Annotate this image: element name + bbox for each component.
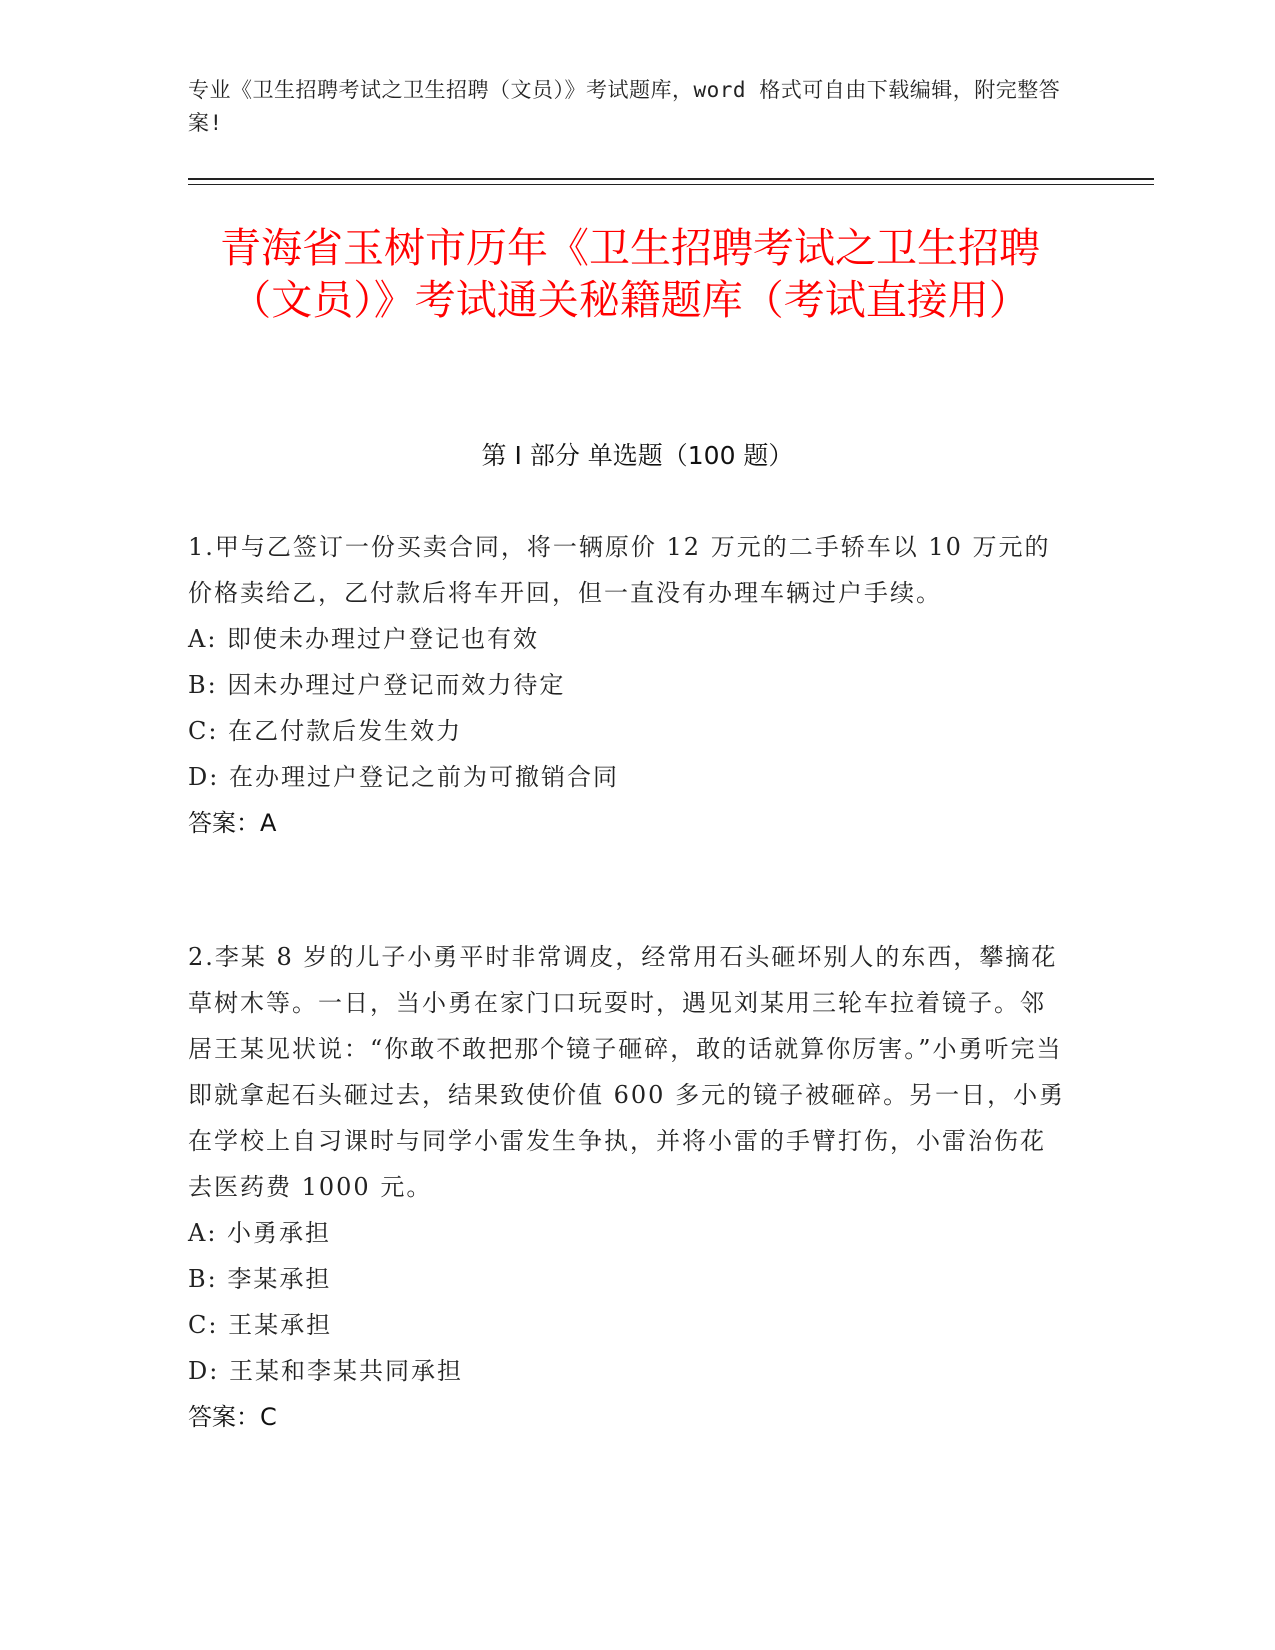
option-d: D: 在办理过户登记之前为可撤销合同	[188, 763, 619, 791]
option-c: C: 王某承担	[188, 1311, 333, 1339]
header-divider-thin	[188, 184, 1154, 185]
option-b: B: 李某承担	[188, 1265, 332, 1293]
option-d: D: 王某和李某共同承担	[188, 1357, 463, 1385]
question-item	[188, 524, 1068, 846]
page-title: 青海省玉树市历年《卫生招聘考试之卫生招聘（文员）》考试通关秘籍题库（考试直接用）	[220, 224, 1040, 324]
question-item	[188, 934, 1068, 1440]
answer-line: 答案：A	[188, 809, 277, 837]
option-b: B: 因未办理过户登记而效力待定	[188, 671, 566, 699]
question-stem: 1.甲与乙签订一份买卖合同，将一辆原价 12 万元的二手轿车以 10 万元的价格卖给乙，乙付款后将车开回，但一直没有办理车辆过户手续。	[188, 533, 1051, 607]
question-stem: 2.李某 8 岁的儿子小勇平时非常调皮，经常用石头砸坏别人的东西，攀摘花草树木等。一日，当小勇在家门口玩耍时，遇见刘某用三轮车拉着镜子。邻居王某见状说：“你敢不敢把那个镜子砸碎，敢的话就算你厉害。”小勇听完当即就拿起石头砸过去，结果致使价值 600 多元的镜子被砸碎。另一日，小勇在学校上自习课时与同学小雷发生争执，并将小雷的手臂打伤，小雷治伤花去医药费 1000 元。	[188, 943, 1066, 1201]
header-note: 专业《卫生招聘考试之卫生招聘（文员）》考试题库，word 格式可自由下载编辑，附完整答案!	[188, 78, 1061, 135]
option-c: C: 在乙付款后发生效力	[188, 717, 463, 745]
section-heading: 第 I 部分 单选题（100 题）	[481, 441, 794, 470]
option-a: A: 小勇承担	[188, 1219, 332, 1247]
answer-line: 答案：C	[188, 1403, 277, 1431]
header-divider	[188, 178, 1154, 180]
option-a: A: 即使未办理过户登记也有效	[188, 625, 540, 653]
